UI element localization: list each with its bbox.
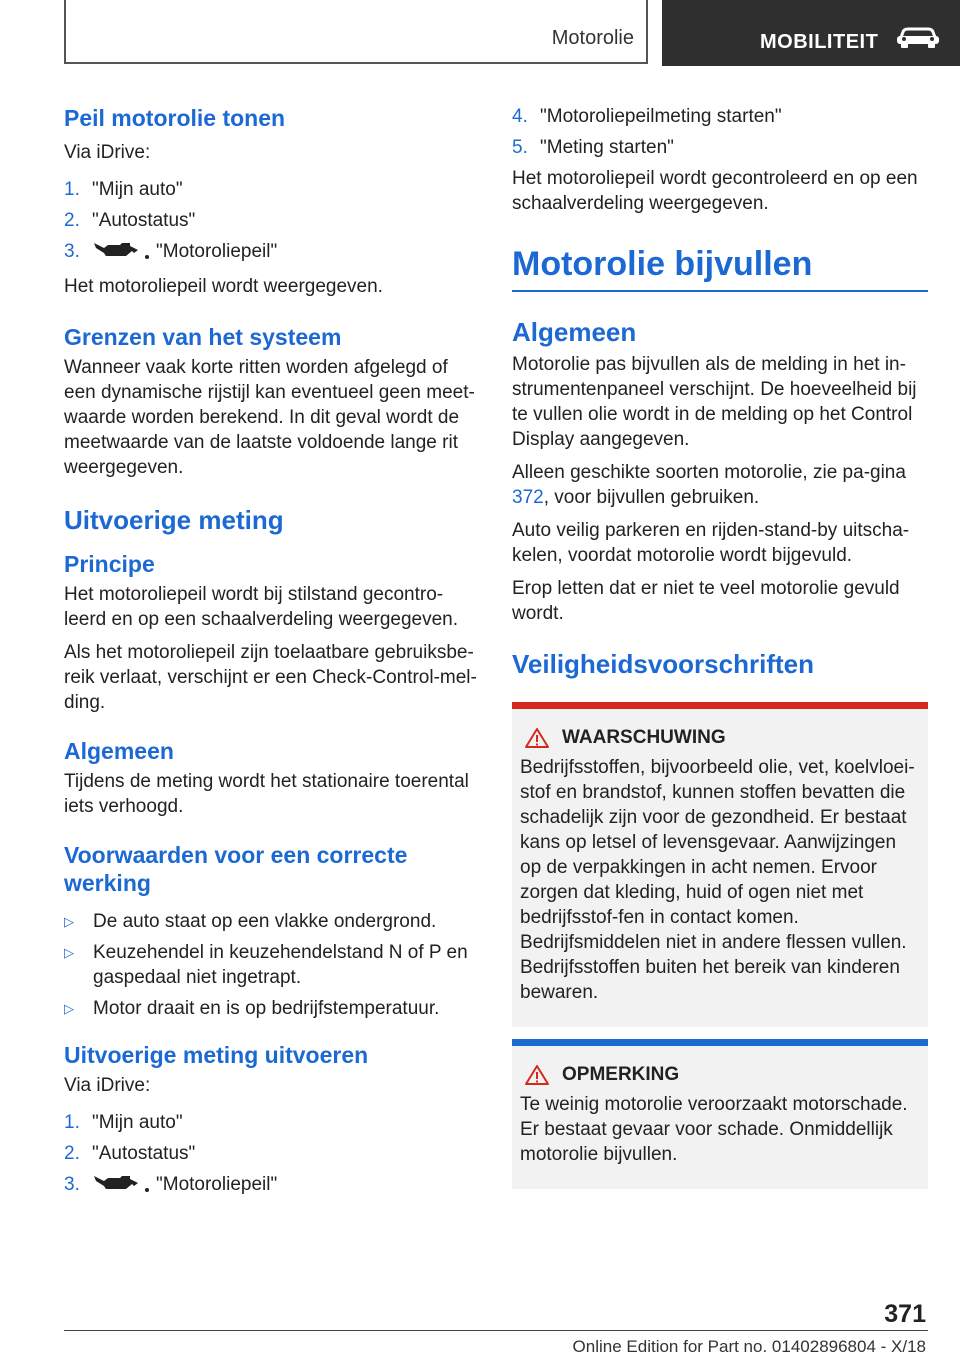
warning-box xyxy=(512,702,928,1027)
list-item xyxy=(64,909,480,934)
warning-title xyxy=(520,727,920,749)
page-reference-link[interactable]: 372 xyxy=(512,487,544,508)
heading-uitvoeren: Uitvoerige meting uitvoeren xyxy=(64,1042,369,1068)
warning-triangle-icon xyxy=(524,727,550,749)
step-number: 1. xyxy=(64,179,80,200)
paragraph-principe-2: Als het motoroliepeil zijn toelaatbare gebruiksbe-reik verlaat, verschijnt er een Check-Control-mel-ding. xyxy=(64,642,477,713)
condition-text: De auto staat op een vlakke ondergrond. xyxy=(93,911,437,932)
header-section-title: Motorolie xyxy=(551,27,634,49)
oil-can-icon xyxy=(92,239,150,268)
right-column xyxy=(512,100,928,1189)
paragraph-oil-shown: Het motoroliepeil wordt weergegeven. xyxy=(64,276,383,297)
paragraph-algemeen-3: Auto veilig parkeren en rijden-stand-by uitscha-kelen, voordat motorolie wordt bijgevuld. xyxy=(512,520,910,566)
condition-text: Keuzehendel in keuzehendelstand N of P en gaspedaal niet ingetrapt. xyxy=(93,942,468,988)
note-title xyxy=(520,1064,920,1086)
step-text: "Mijn auto" xyxy=(92,179,183,200)
via-idrive-text: Via iDrive: xyxy=(64,142,151,163)
warning-text: Bedrijfsstoffen, bijvoorbeeld olie, vet, koelvloei-stof en brandstof, kunnen stoffen bevatten die schadelijk zijn voor de gezondheid. Er bestaat kans op letsel of levensgevaar. Aanwijzingen op de verpakkingen in acht nemen. Ervoor zorgen dat kleding, huid of ogen niet met bedrijfsstof-fen in contact komen. Bedrijfsmiddelen niet in andere flessen vullen. Bedrijfsstoffen buiten het bereik van kinderen bewaren. xyxy=(520,757,915,1003)
bullet-triangle-icon: ▷ xyxy=(64,945,74,960)
step-number: 3. xyxy=(64,1174,80,1195)
note-text: Te weinig motorolie veroorzaakt motorschade. Er bestaat gevaar voor schade. Onmiddellijk motorolie bijvullen. xyxy=(520,1094,908,1165)
heading-grenzen: Grenzen van het systeem xyxy=(64,324,342,350)
list-item xyxy=(64,996,480,1021)
step-text: "Mijn auto" xyxy=(92,1112,183,1133)
paragraph-oil-checked: Het motoroliepeil wordt gecontroleerd en op een schaalverdeling weergegeven. xyxy=(512,168,918,214)
step-number: 1. xyxy=(64,1112,80,1133)
left-column xyxy=(64,100,480,1207)
text-part: , voor bijvullen gebruiken. xyxy=(543,487,760,508)
list-item xyxy=(64,940,480,990)
step-number: 3. xyxy=(64,241,80,262)
list-item xyxy=(512,135,928,160)
paragraph-principe-1: Het motoroliepeil wordt bij stilstand gecontro-leerd en op een schaalverdeling weergegeven. xyxy=(64,584,458,630)
list-item xyxy=(64,239,480,268)
list-item xyxy=(64,1172,480,1201)
heading-veiligheid: Veiligheidsvoorschriften xyxy=(512,649,814,679)
header-section-tab xyxy=(64,0,648,64)
step-text: "Meting starten" xyxy=(540,137,674,158)
page-number: 371 xyxy=(884,1300,926,1328)
warning-triangle-icon xyxy=(524,1064,550,1086)
heading-peil-motorolie: Peil motorolie tonen xyxy=(64,105,286,131)
paragraph-algemeen-4: Erop letten dat er niet te veel motorolie gevuld wordt. xyxy=(512,578,900,624)
oil-can-icon xyxy=(92,1172,150,1201)
note-box xyxy=(512,1039,928,1189)
step-text: "Autostatus" xyxy=(92,1143,196,1164)
condition-text: Motor draait en is op bedrijfstemperatuur. xyxy=(93,998,440,1019)
bullet-triangle-icon: ▷ xyxy=(64,914,74,929)
header-chapter-title: MOBILITEIT xyxy=(760,31,879,53)
heading-algemeen-right: Algemeen xyxy=(512,317,637,347)
steps-list-3 xyxy=(512,104,928,160)
list-item xyxy=(64,208,480,233)
list-item xyxy=(512,104,928,129)
heading-voorwaarden: Voorwaarden voor een correcte werking xyxy=(64,842,408,896)
paragraph-algemeen-left: Tijdens de meting wordt het stationaire toerental iets verhoogd. xyxy=(64,771,469,817)
heading-motorolie-bijvullen: Motorolie bijvullen xyxy=(512,244,928,292)
paragraph-algemeen-1: Motorolie pas bijvullen als de melding in het in-strumentenpaneel verschijnt. De hoeveelheid bij te vullen olie wordt in de melding op het Control Display aangegeven. xyxy=(512,354,917,450)
via-idrive-text-2: Via iDrive: xyxy=(64,1075,151,1096)
footer-edition: Online Edition for Part no. 01402896804 - X/18 xyxy=(572,1337,926,1356)
footer-divider xyxy=(64,1330,928,1331)
steps-list-1 xyxy=(64,177,480,268)
step-number: 2. xyxy=(64,210,80,231)
heading-uitvoerige-meting: Uitvoerige meting xyxy=(64,505,284,535)
step-number: 4. xyxy=(512,106,528,127)
note-title-text: OPMERKING xyxy=(562,1064,680,1085)
text-part: Alleen geschikte soorten motorolie, zie pa-gina xyxy=(512,462,906,483)
list-item xyxy=(64,1110,480,1135)
step-text: "Motoroliepeil" xyxy=(156,241,278,262)
header-chapter-tab xyxy=(662,0,960,66)
list-item xyxy=(64,177,480,202)
step-text: "Motoroliepeilmeting starten" xyxy=(540,106,782,127)
heading-principe: Principe xyxy=(64,551,155,577)
list-item xyxy=(64,1141,480,1166)
step-text: "Motoroliepeil" xyxy=(156,1174,278,1195)
steps-list-2 xyxy=(64,1110,480,1201)
bullet-triangle-icon: ▷ xyxy=(64,1001,74,1016)
warning-title-text: WAARSCHUWING xyxy=(562,727,726,748)
heading-algemeen-left: Algemeen xyxy=(64,738,174,764)
car-icon xyxy=(894,24,942,53)
step-number: 2. xyxy=(64,1143,80,1164)
paragraph-algemeen-2 xyxy=(512,460,928,510)
paragraph-grenzen: Wanneer vaak korte ritten worden afgelegd of een dynamische rijstijl kan eventueel geen meet-waarde worden berekend. In dit geval wordt de meetwaarde van de laatste voldoende lange rit weergegeven. xyxy=(64,357,475,478)
step-number: 5. xyxy=(512,137,528,158)
conditions-list xyxy=(64,909,480,1021)
step-text: "Autostatus" xyxy=(92,210,196,231)
